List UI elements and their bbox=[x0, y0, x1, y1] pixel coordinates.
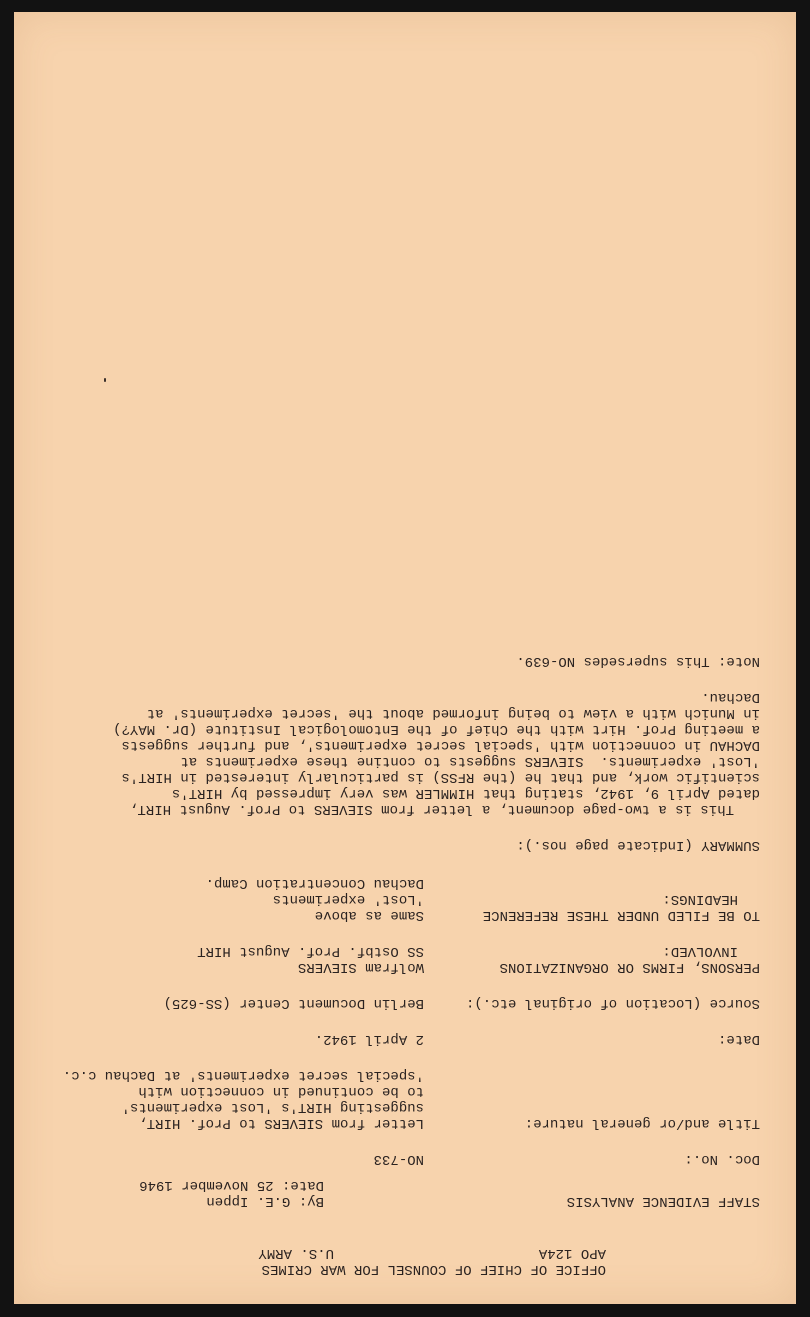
summary-line: dated April 9, 1942, stating that HIMMLER was very impressed by HIRT's bbox=[171, 785, 760, 801]
ink-speck bbox=[104, 378, 106, 382]
date-label: Date: bbox=[717, 1031, 760, 1047]
document-page bbox=[14, 12, 796, 1304]
summary-line: in Munich with a view to being informed about the 'secret experiments' at bbox=[146, 705, 760, 721]
summary-line: a meeting Prof. Hirt with the Chief of the Entomological Institute (Dr. MAY?) bbox=[113, 721, 760, 737]
summary-line: scientific work, and that he (the RFSS) is particularly interested in HIRT's bbox=[121, 769, 760, 785]
analysis-title: STAFF EVIDENCE ANALYSIS bbox=[566, 1193, 760, 1209]
filed-value: 'Lost' experiments bbox=[272, 891, 424, 907]
persons-label: PERSONS, FIRMS OR ORGANIZATIONS bbox=[499, 959, 760, 975]
apo-number: APO 124A bbox=[538, 1245, 606, 1261]
title-line: suggesting HIRT's 'Lost experiments' bbox=[121, 1099, 424, 1115]
doc-no-value: NO-733 bbox=[373, 1151, 424, 1167]
summary-label: SUMMARY (Indicate page nos.): bbox=[516, 837, 760, 853]
summary-line: Dachau. bbox=[701, 689, 760, 705]
filed-value: Same as above bbox=[314, 907, 424, 923]
persons-value: Wolfram SIEVERS bbox=[297, 959, 424, 975]
supersedes-note: Note: This supersedes NO-639. bbox=[516, 653, 760, 669]
title-label: Title and/or general nature: bbox=[524, 1115, 760, 1131]
title-line: 'special secret experiments' at Dachau c.c. bbox=[62, 1067, 424, 1083]
persons-label: INVOLVED: bbox=[662, 943, 738, 959]
persons-value: SS Ostbf. Prof. August HIRT bbox=[197, 943, 424, 959]
doc-no-label: Doc. No.: bbox=[684, 1151, 760, 1167]
filed-value: Dachau Concentration Camp. bbox=[205, 875, 424, 891]
filed-label: HEADINGS: bbox=[662, 891, 738, 907]
analyst-name: By: G.E. Ippen bbox=[206, 1193, 324, 1209]
summary-line: This is a two-page document, a letter from SIEVERS to Prof. August HIRT, bbox=[129, 801, 734, 817]
inverted-typed-sheet bbox=[14, 12, 796, 1304]
date-value: 2 April 1942. bbox=[314, 1031, 424, 1047]
office-title: OFFICE OF CHIEF OF COUNSEL FOR WAR CRIMES bbox=[261, 1261, 606, 1277]
analysis-date: Date: 25 November 1946 bbox=[139, 1177, 324, 1193]
filed-label: TO BE FILED UNDER THESE REFERENCE bbox=[482, 907, 760, 923]
source-label: Source (Location of original etc.): bbox=[465, 995, 760, 1011]
source-value: Berlin Document Center (SS-625) bbox=[163, 995, 424, 1011]
summary-line: 'Lost' experiments. SIEVERS suggests to contine these experiments at bbox=[180, 753, 760, 769]
title-line: to be continued in connection with bbox=[138, 1083, 424, 1099]
army-label: U.S. ARMY bbox=[258, 1245, 334, 1261]
title-line: Letter from SIEVERS to Prof. HIRT, bbox=[138, 1115, 424, 1131]
summary-line: DACHAU in connection with 'special secret experiments', and further suggests bbox=[121, 737, 760, 753]
